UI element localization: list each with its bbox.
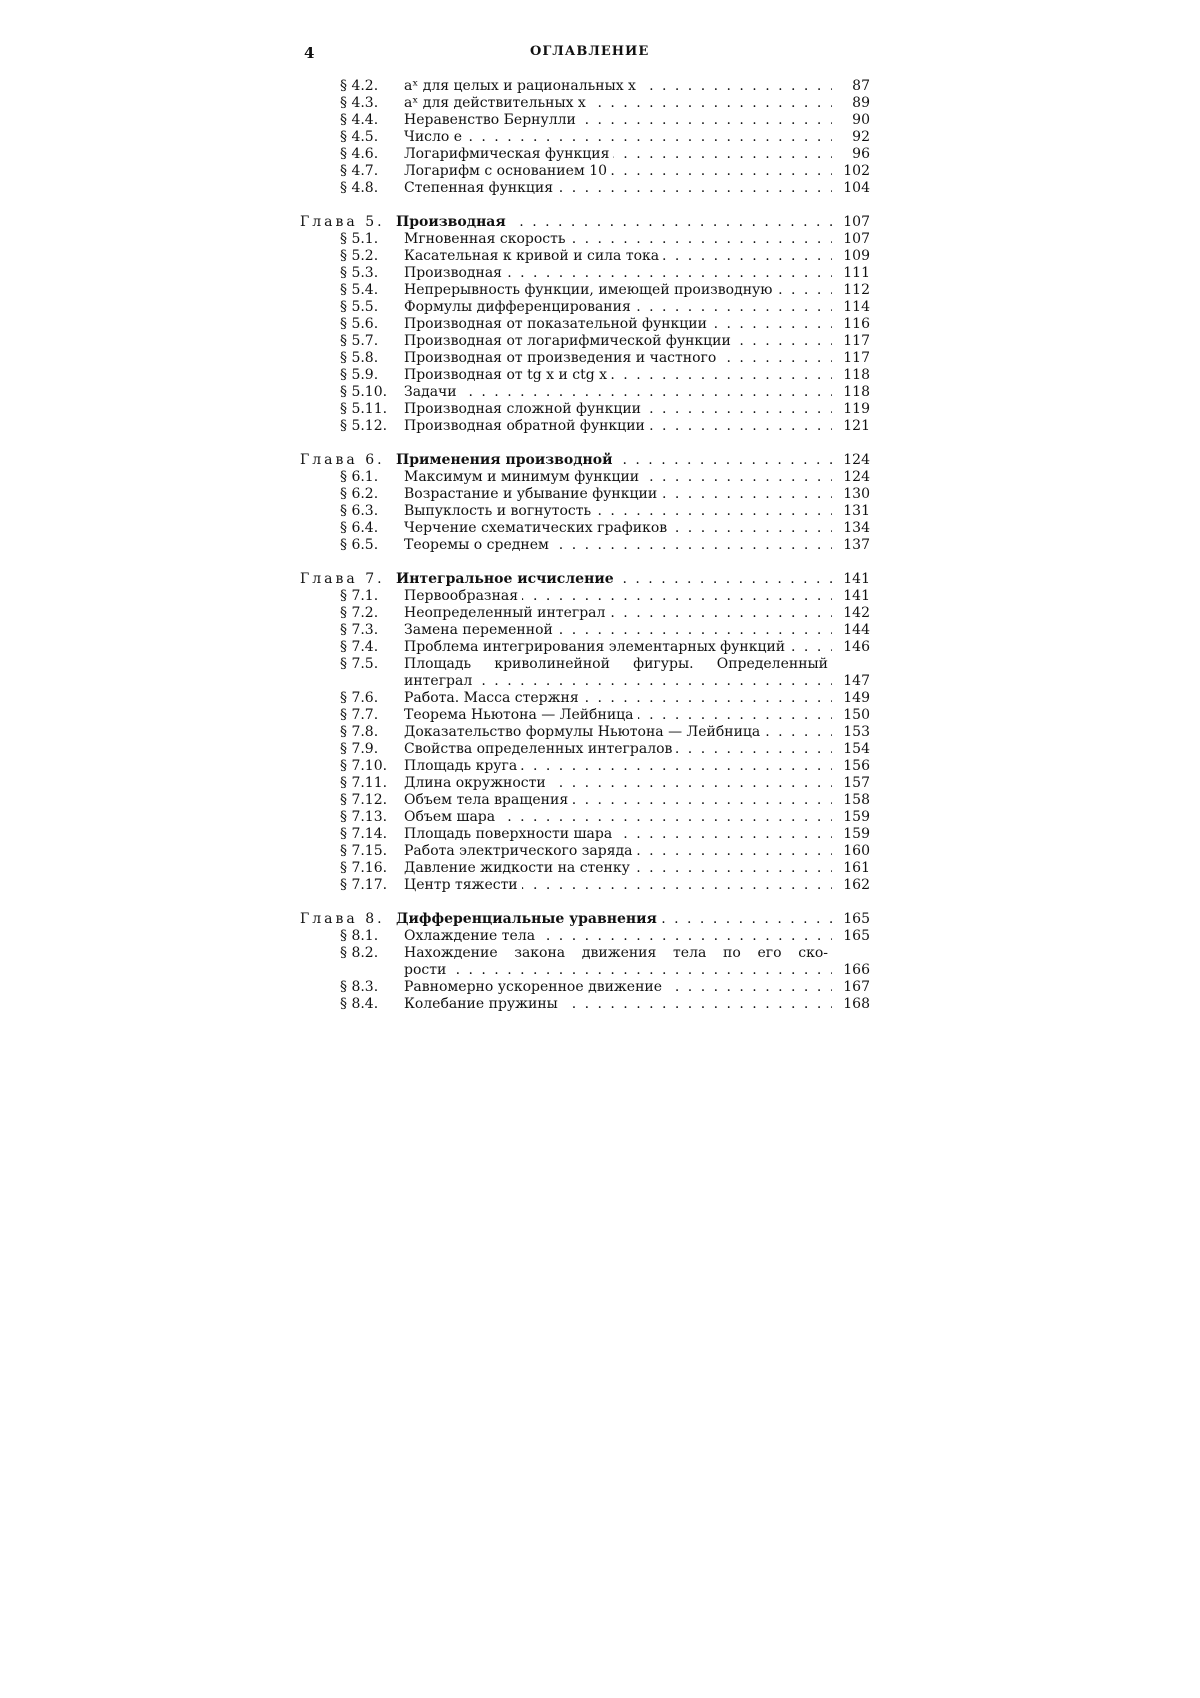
entry-title [404,707,832,724]
section-number: § 7.7. [340,707,379,723]
toc-entry-row [300,350,870,367]
entry-title-text: Производная от показательной функции [404,316,711,332]
entry-title [404,146,832,163]
page-ref: 165 [843,928,870,944]
entry-title [404,945,832,962]
entry-title-text: Площадь круга [404,758,521,774]
page-ref: 87 [852,78,870,94]
page-ref: 104 [843,180,870,196]
entry-title-text: aˣ для действительных x [404,95,590,111]
entry-title-text: Логарифм с основанием 10 [404,163,611,179]
page-ref: 119 [843,401,870,417]
page-ref: 142 [843,605,870,621]
section-number: § 6.4. [340,520,379,536]
page-ref: 146 [843,639,870,655]
toc-entry-row [300,180,870,197]
entry-title [404,843,832,860]
section-number: § 7.6. [340,690,379,706]
page-ref: 137 [843,537,870,553]
entry-title-text: Неопределенный интеграл [404,605,609,621]
page-ref: 134 [843,520,870,536]
toc-gap [300,894,870,911]
toc-entry-row [300,707,870,724]
entry-title [404,639,832,656]
page-ref: 114 [843,299,870,315]
section-number: § 4.8. [340,180,379,196]
entry-title-text: Длина окружности [404,775,550,791]
page-ref: 157 [843,775,870,791]
entry-title-text: Нахождение закона движения тела по его ско- [404,945,832,961]
page-ref: 160 [843,843,870,859]
toc-entry-row [300,775,870,792]
entry-title [404,333,832,350]
entry-title-text: Возрастание и убывание функции [404,486,661,502]
entry-title [404,282,832,299]
toc-chapter-row [300,911,870,928]
section-number: § 4.5. [340,129,379,145]
entry-title-text: Проблема интегрирования элементарных функций [404,639,789,655]
section-number: § 4.2. [340,78,379,94]
page-ref: 158 [843,792,870,808]
toc-gap [300,197,870,214]
section-number: § 6.3. [340,503,379,519]
entry-title-text: Непрерывность функции, имеющей производную [404,282,776,298]
toc-entry-row [300,962,870,979]
entry-title [404,537,832,554]
page-ref: 118 [843,367,870,383]
section-number: § 5.1. [340,231,379,247]
toc-entry-row [300,928,870,945]
toc-entry-row [300,282,870,299]
entry-title [404,996,832,1013]
entry-title [404,112,832,129]
section-number: § 6.1. [340,469,379,485]
entry-title [404,673,832,690]
section-number: § 6.2. [340,486,379,502]
entry-title [404,503,832,520]
section-number: § 7.14. [340,826,388,842]
entry-title [404,962,832,979]
section-number: § 8.4. [340,996,379,1012]
entry-title [404,860,832,877]
entry-title [404,384,832,401]
entry-title-text: Черчение схематических графиков [404,520,671,536]
section-number: § 5.3. [340,265,379,281]
page-ref: 111 [843,265,870,281]
toc-entry-row [300,418,870,435]
page-ref: 150 [843,707,870,723]
page-ref: 168 [843,996,870,1012]
entry-title [404,129,832,146]
entry-title [404,231,832,248]
entry-title-text: Задачи [404,384,461,400]
entry-title [404,180,832,197]
toc-entry-row [300,537,870,554]
page-ref: 96 [852,146,870,162]
entry-title-text: Логарифмическая функция [404,146,613,162]
entry-title [300,911,832,928]
entry-title-text: Теорема Ньютона — Лейбница [404,707,638,723]
page-ref: 165 [843,911,870,927]
entry-title-text: Охлаждение тела [404,928,539,944]
toc-entry-row [300,384,870,401]
toc-entry-row [300,826,870,843]
entry-title-text: Колебание пружины [404,996,562,1012]
entry-title [404,316,832,333]
section-number: § 5.7. [340,333,379,349]
entry-title [404,248,832,265]
section-number: § 5.6. [340,316,379,332]
section-number: § 7.17. [340,877,388,893]
entry-title [404,486,832,503]
entry-title-text: Степенная функция [404,180,557,196]
entry-title-text: Теоремы о среднем [404,537,553,553]
toc-entry-row [300,741,870,758]
entry-title [404,520,832,537]
section-number: § 7.15. [340,843,388,859]
chapter-title: Производная [396,214,510,230]
entry-title-text: Доказательство формулы Ньютона — Лейбница [404,724,764,740]
page-ref: 159 [843,809,870,825]
toc-entry-row [300,877,870,894]
page-ref: 117 [843,350,870,366]
toc-entry-row [300,469,870,486]
entry-title-text: Работа. Масса стержня [404,690,583,706]
page-ref: 90 [852,112,870,128]
entry-title-text: Число e [404,129,466,145]
entry-title [404,299,832,316]
page-ref: 112 [843,282,870,298]
page-ref: 141 [843,588,870,604]
section-number: § 5.12. [340,418,388,434]
section-number: § 5.2. [340,248,379,264]
entry-title-text: Замена переменной [404,622,557,638]
page-ref: 131 [843,503,870,519]
toc-entry-row [300,673,870,690]
entry-title [404,367,832,384]
toc-entry-row [300,163,870,180]
chapter-label: Глава 7. [300,571,396,587]
toc-gap [300,554,870,571]
toc-gap [300,435,870,452]
page-ref: 149 [843,690,870,706]
page-ref: 116 [843,316,870,332]
toc-entry-row [300,367,870,384]
entry-title [404,605,832,622]
section-number: § 7.1. [340,588,379,604]
page-ref: 159 [843,826,870,842]
section-number: § 7.11. [340,775,388,791]
section-number: § 5.10. [340,384,388,400]
section-number: § 7.4. [340,639,379,655]
page-ref: 121 [843,418,870,434]
page-ref: 130 [843,486,870,502]
section-number: § 4.7. [340,163,379,179]
entry-title [404,418,832,435]
entry-title [404,350,832,367]
entry-title [404,588,832,605]
toc-entry-row [300,639,870,656]
entry-title-text: Работа электрического заряда [404,843,637,859]
page-ref: 102 [843,163,870,179]
entry-title-text: Производная от логарифмической функции [404,333,735,349]
page-ref: 89 [852,95,870,111]
entry-title [404,690,832,707]
entry-title [404,78,832,95]
section-number: § 4.3. [340,95,379,111]
entry-title [404,656,832,673]
chapter-title: Применения производной [396,452,617,468]
table-of-contents [300,78,870,1013]
entry-title [404,928,832,945]
page-ref: 144 [843,622,870,638]
entry-title-text: Давление жидкости на стенку [404,860,634,876]
section-number: § 7.2. [340,605,379,621]
entry-title [404,775,832,792]
page-ref: 161 [843,860,870,876]
toc-entry-row [300,809,870,826]
toc-entry-row [300,265,870,282]
entry-title-text: Первообразная [404,588,522,604]
section-number: § 5.8. [340,350,379,366]
page-ref: 117 [843,333,870,349]
entry-title [404,809,832,826]
toc-entry-row [300,690,870,707]
toc-entry-row [300,656,870,673]
entry-title [404,265,832,282]
section-number: § 6.5. [340,537,379,553]
section-number: § 7.13. [340,809,388,825]
page-ref: 162 [843,877,870,893]
page-ref: 92 [852,129,870,145]
toc-entry-row [300,486,870,503]
entry-title-text: Производная сложной функции [404,401,645,417]
entry-title [404,792,832,809]
toc-entry-row [300,996,870,1013]
page-ref: 118 [843,384,870,400]
entry-title [404,724,832,741]
toc-entry-row [300,622,870,639]
page-ref: 167 [843,979,870,995]
entry-title-text: Производная обратной функции [404,418,649,434]
entry-title [404,877,832,894]
page-ref: 124 [843,469,870,485]
entry-title [300,452,832,469]
entry-title [404,826,832,843]
section-number: § 8.3. [340,979,379,995]
entry-title [404,979,832,996]
toc-entry-row [300,605,870,622]
entry-title [404,758,832,775]
entry-title [404,401,832,418]
section-number: § 4.4. [340,112,379,128]
section-number: § 7.16. [340,860,388,876]
section-number: § 7.10. [340,758,388,774]
toc-entry-row [300,333,870,350]
section-number: § 8.1. [340,928,379,944]
entry-title-text: Неравенство Бернулли [404,112,580,128]
page-ref: 154 [843,741,870,757]
entry-title [404,622,832,639]
entry-title-text: Объем шара [404,809,499,825]
toc-entry-row [300,248,870,265]
page-ref: 107 [843,214,870,230]
chapter-label: Глава 8. [300,911,396,927]
entry-title-text: Площадь поверхности шара [404,826,616,842]
toc-entry-row [300,231,870,248]
toc-entry-row [300,588,870,605]
entry-title-text: Производная [404,265,506,281]
chapter-title: Интегральное исчисление [396,571,618,587]
entry-title-text: aˣ для целых и рациональных x [404,78,640,94]
section-number: § 5.4. [340,282,379,298]
toc-entry-row [300,95,870,112]
page-ref: 166 [843,962,870,978]
page-ref: 153 [843,724,870,740]
toc-entry-row [300,520,870,537]
toc-entry-row [300,724,870,741]
page-ref: 109 [843,248,870,264]
section-number: § 7.5. [340,656,379,672]
entry-title-text: рости [404,962,450,978]
toc-entry-row [300,299,870,316]
toc-entry-row [300,792,870,809]
section-number: § 7.9. [340,741,379,757]
entry-title-text: Центр тяжести [404,877,522,893]
entry-title-text: Касательная к кривой и сила тока [404,248,663,264]
toc-entry-row [300,843,870,860]
entry-title-text: Производная от tg x и ctg x [404,367,611,383]
entry-title-text: Выпуклость и вогнутость [404,503,595,519]
running-title: ОГЛАВЛЕНИЕ [530,44,650,59]
section-number: § 8.2. [340,945,379,961]
page-ref: 141 [843,571,870,587]
entry-title-text: Мгновенная скорость [404,231,570,247]
entry-title-text: Равномерно ускоренное движение [404,979,666,995]
entry-title [404,469,832,486]
toc-entry-row [300,129,870,146]
toc-entry-row [300,78,870,95]
entry-title [404,741,832,758]
chapter-label: Глава 5. [300,214,396,230]
entry-title [404,163,832,180]
chapter-label: Глава 6. [300,452,396,468]
toc-entry-row [300,860,870,877]
toc-entry-row [300,503,870,520]
chapter-title: Дифференциальные уравнения [396,911,661,927]
toc-entry-row [300,316,870,333]
entry-title-text: интеграл [404,673,476,689]
section-number: § 4.6. [340,146,379,162]
entry-title [300,214,832,231]
entry-title-text: Формулы дифференцирования [404,299,635,315]
toc-entry-row [300,112,870,129]
section-number: § 7.12. [340,792,388,808]
page-ref: 147 [843,673,870,689]
toc-chapter-row [300,571,870,588]
toc-entry-row [300,758,870,775]
toc-entry-row [300,945,870,962]
section-number: § 5.5. [340,299,379,315]
section-number: § 5.9. [340,367,379,383]
entry-title-text: Объем тела вращения [404,792,572,808]
page-number: 4 [304,44,315,62]
toc-chapter-row [300,452,870,469]
entry-title-text: Свойства определенных интегралов [404,741,676,757]
entry-title-text: Площадь криволинейной фигуры. Определенный [404,656,832,672]
page-ref: 156 [843,758,870,774]
toc-entry-row [300,146,870,163]
entry-title-text: Максимум и минимум функции [404,469,643,485]
entry-title [300,571,832,588]
section-number: § 7.3. [340,622,379,638]
page-ref: 124 [843,452,870,468]
page-ref: 107 [843,231,870,247]
section-number: § 5.11. [340,401,388,417]
entry-title-text: Производная от произведения и частного [404,350,720,366]
toc-entry-row [300,401,870,418]
toc-entry-row [300,979,870,996]
toc-chapter-row [300,214,870,231]
section-number: § 7.8. [340,724,379,740]
entry-title [404,95,832,112]
